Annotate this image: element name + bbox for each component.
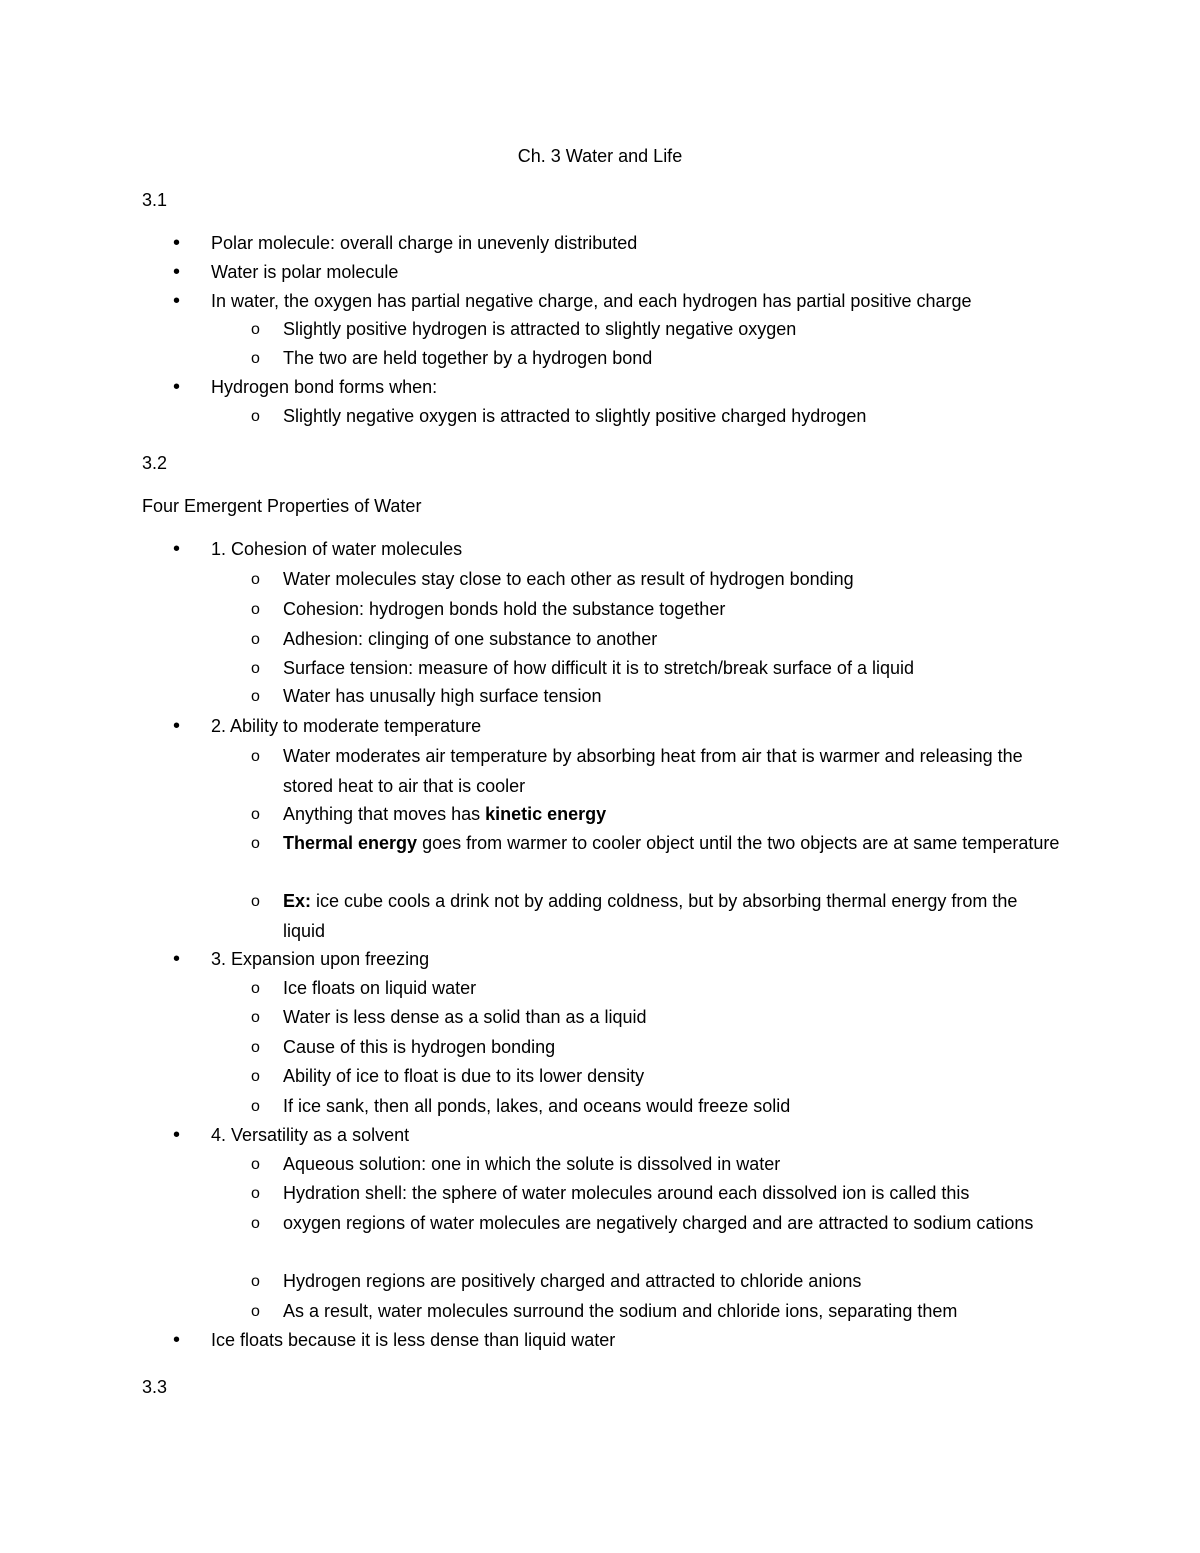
bold-term: kinetic energy (485, 804, 607, 824)
sub-bullet-item: o oxygen regions of water molecules are negatively charged and are attracted to sodium cations (251, 1213, 1034, 1233)
bullet-item: • 3. Expansion upon freezing (211, 945, 429, 974)
sub-bullet-item: o Water is less dense as a solid than as a liquid (251, 1007, 647, 1027)
section-heading-3-2: 3.2 (142, 453, 168, 473)
sub-bullet-item: o Aqueous solution: one in which the solute is dissolved in water (251, 1154, 781, 1174)
section-subheading: Four Emergent Properties of Water (142, 496, 422, 516)
sub-bullet-item: o Water molecules stay close to each other as result of hydrogen bonding (251, 569, 854, 589)
bullet-item: • Water is polar molecule (211, 258, 398, 287)
sub-bullet-item: o Ability of ice to float is due to its lower density (251, 1066, 645, 1086)
section-heading-3-1: 3.1 (142, 190, 168, 210)
sub-bullet-item: o Slightly positive hydrogen is attracted to slightly negative oxygen (251, 319, 797, 339)
bullet-item: • 4. Versatility as a solvent (211, 1121, 409, 1150)
sub-bullet-item: o If ice sank, then all ponds, lakes, and oceans would freeze solid (251, 1096, 791, 1116)
sub-bullet-item: o Adhesion: clinging of one substance to another (251, 629, 658, 649)
section-heading-3-3: 3.3 (142, 1377, 168, 1397)
sub-bullet-item: o Cohesion: hydrogen bonds hold the substance together (251, 599, 726, 619)
sub-bullet-item: o Slightly negative oxygen is attracted to slightly positive charged hydrogen (251, 406, 867, 426)
sub-bullet-item: o Hydration shell: the sphere of water molecules around each dissolved ion is called this (251, 1183, 970, 1203)
sub-bullet-item: o As a result, water molecules surround the sodium and chloride ions, separating them (251, 1301, 958, 1321)
sub-bullet-item: o Surface tension: measure of how difficult it is to stretch/break surface of a liquid (251, 658, 914, 678)
bullet-item: • In water, the oxygen has partial negative charge, and each hydrogen has partial positive charge (211, 287, 972, 316)
sub-bullet-item: o Cause of this is hydrogen bonding (251, 1037, 556, 1057)
sub-bullet-item: o The two are held together by a hydrogen bond (251, 348, 653, 368)
sub-bullet-item: o Hydrogen regions are positively charged and attracted to chloride anions (251, 1271, 862, 1291)
page-title: Ch. 3 Water and Life (517, 146, 683, 166)
bullet-item: • Hydrogen bond forms when: (211, 373, 437, 402)
bullet-item: • Polar molecule: overall charge in unevenly distributed (211, 229, 637, 258)
bold-term: Ex: (283, 891, 312, 911)
bullet-item: • 2. Ability to moderate temperature (211, 712, 481, 741)
sub-bullet-item: o Water moderates air temperature by absorbing heat from air that is warmer and releasing the stored heat to air that is cooler (251, 746, 1023, 796)
sub-bullet-item: o Water has unusally high surface tension (251, 686, 602, 706)
sub-bullet-item: o Thermal energy goes from warmer to cooler object until the two objects are at same temperature (251, 833, 1060, 853)
bullet-item: • Ice floats because it is less dense than liquid water (211, 1326, 615, 1355)
bold-term: Thermal energy (283, 833, 418, 853)
bullet-item: • 1. Cohesion of water molecules (211, 535, 462, 564)
sub-bullet-item: o Ex: ice cube cools a drink not by adding coldness, but by absorbing thermal energy from the liquid (251, 891, 1018, 941)
sub-bullet-item: o Ice floats on liquid water (251, 978, 477, 998)
sub-bullet-item: o Anything that moves has kinetic energy (251, 804, 607, 824)
